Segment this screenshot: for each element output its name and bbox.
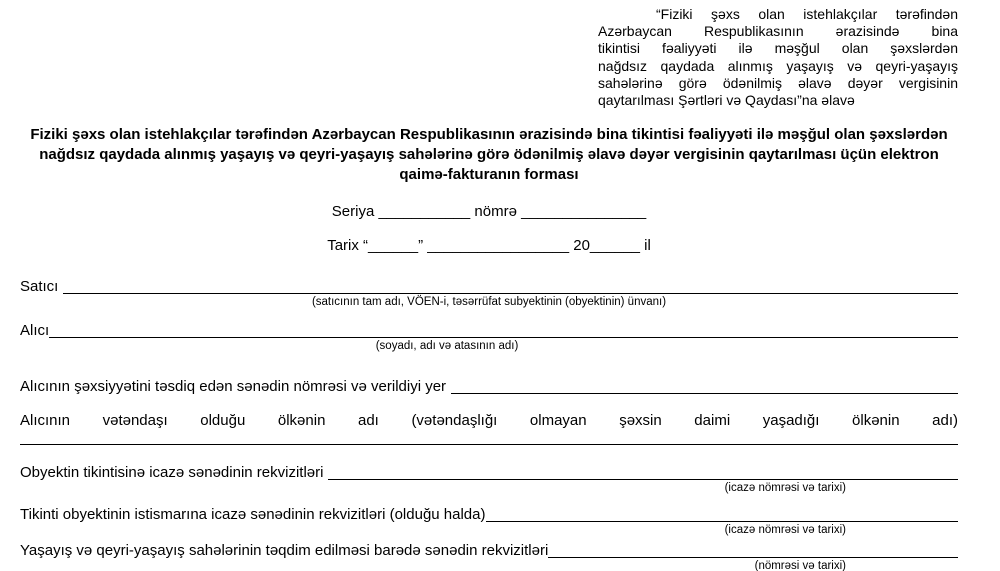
citizenship-blank-line [20,430,958,445]
date-row: Tarix “______” _________________ 20______ il [327,237,651,255]
annex-note-line: Azərbaycan Respublikasının ərazisində bina [598,23,958,40]
handover-document-label: Yaşayış və qeyri-yaşayış sahələrinin təqdim edilməsi barədə sənədin rekvizitləri [20,542,549,560]
buyer-blank-line [49,337,958,338]
handover-document-caption: (nömrəsi və tarixi) [754,560,846,571]
construction-permit-row [20,464,958,482]
construction-permit-label: Obyektin tikintisinə icazə sənədinin rekvizitləri [20,464,324,482]
handover-document-row [20,542,958,560]
buyer-row [20,322,958,340]
annex-note-line: tikintisi fəaliyyəti ilə məşğul olan şəxslərdən [598,40,958,57]
id-document-blank-line [451,393,958,394]
seller-label: Satıcı [20,278,59,296]
seller-caption: (satıcının tam adı, VÖEN-i, təsərrüfat subyektinin (obyektinin) ünvanı) [311,296,667,309]
citizenship-label: Alıcının vətəndaşı olduğu ölkənin adı (vətəndaşlığı olmayan şəxsin daimi yaşadığı ölkənin adı) [20,412,958,430]
handover-document-blank-line [548,557,958,558]
construction-permit-caption: (icazə nömrəsi və tarixi) [724,482,846,495]
form-title: Fiziki şəxs olan istehlakçılar tərəfindən Azərbaycan Respublikasının ərazisində bina tikintisi fəaliyyəti ilə məşğul olan şəxslərdən nağdsız qaydada alınmış yaşayış və qeyri-yaşayış sahələrinə görə ödənilmiş əlavə dəyər vergisinin qaytarılması üçün elektron qaimə-fakturanın forması [30,126,948,184]
buyer-caption: (soyadı, adı və atasının adı) [375,340,519,353]
seller-row [20,278,958,296]
annex-note-line: sahələrinə görə ödənilmiş əlavə dəyər vergisinin [598,74,958,91]
operation-permit-row [20,506,958,524]
serial-number-row: Seriya ___________ nömrə _______________ [331,203,647,221]
seller-blank-line [63,293,958,294]
buyer-label: Alıcı [20,322,50,340]
id-document-row [20,378,958,396]
operation-permit-label: Tikinti obyektinin istismarına icazə sənədinin rekvizitləri (olduğu halda) [20,506,486,524]
operation-permit-blank-line [486,521,959,522]
annex-note [598,6,958,109]
annex-note-line: nağdsız qaydada alınmış yaşayış və qeyri-yaşayış [598,57,958,74]
annex-note-line: “Fiziki şəxs olan istehlakçılar tərəfindən [656,6,958,22]
operation-permit-caption: (icazə nömrəsi və tarixi) [724,524,846,537]
id-document-label: Alıcının şəxsiyyətini təsdiq edən sənədin nömrəsi və verildiyi yer [20,378,447,396]
annex-note-line: qaytarılması Şərtləri və Qaydası”na əlavə [598,92,855,109]
construction-permit-blank-line [328,479,958,480]
